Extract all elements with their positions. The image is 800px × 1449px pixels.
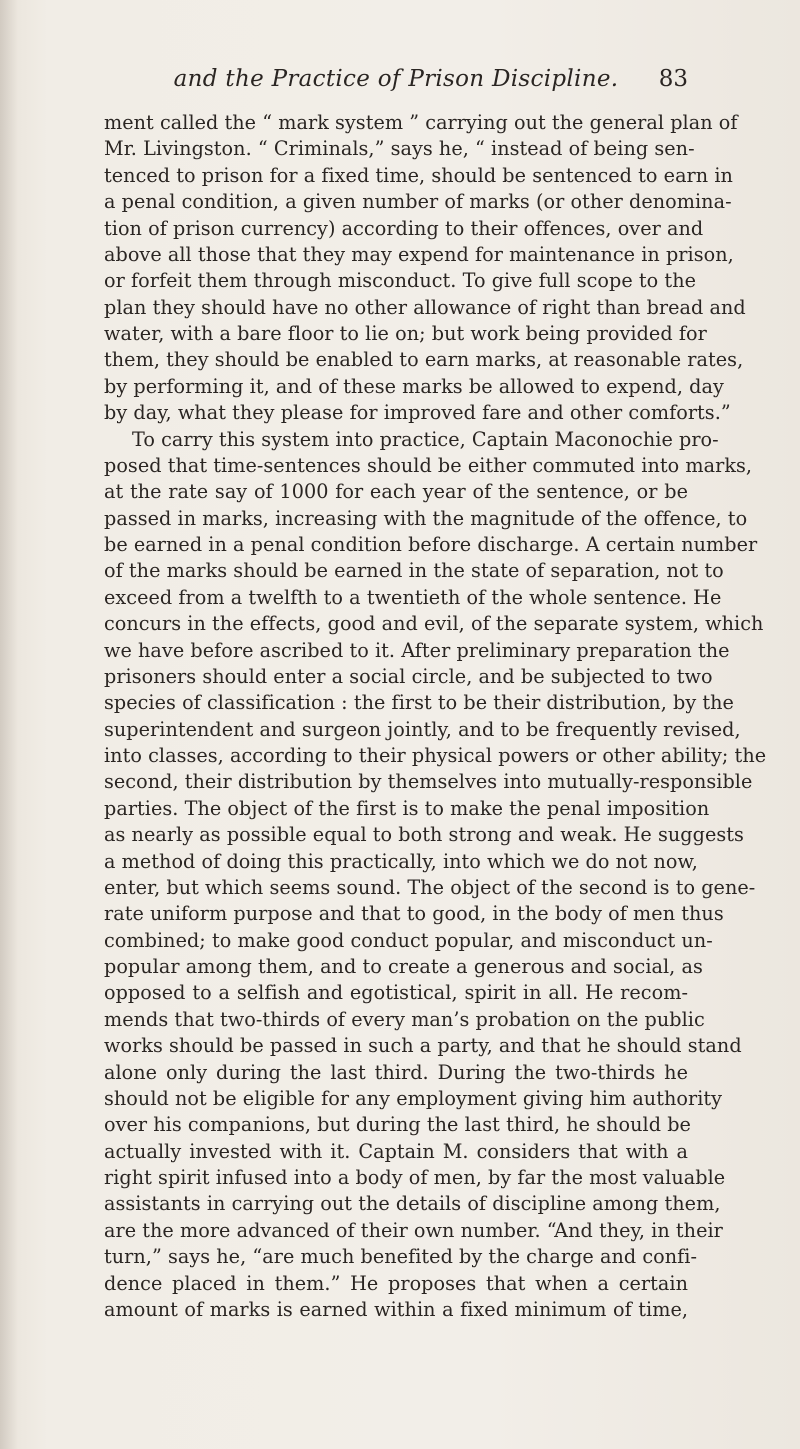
text-line: amount of marks is earned within a fixed minimum of time, bbox=[104, 1297, 688, 1321]
text-line: right spirit infused into a body of men, by far the most valuable bbox=[104, 1166, 726, 1189]
text-line: be earned in a penal condition before discharge. A certain number bbox=[104, 533, 758, 556]
text-line: tion of prison currency) according to their offences, over and bbox=[104, 216, 704, 240]
text-line: plan they should have no other allowance of right than bread and bbox=[104, 295, 746, 319]
text-line: by performing it, and of these marks be allowed to expend, day bbox=[104, 374, 724, 398]
text-line: parties. The object of the first is to make the penal imposition bbox=[104, 796, 710, 820]
text-line: over his companions, but during the last third, he should be bbox=[104, 1113, 691, 1137]
text-line: assistants in carrying out the details of discipline among them, bbox=[104, 1192, 721, 1216]
text-line: we have before ascribed to it. After preliminary preparation the bbox=[104, 638, 730, 662]
text-line: into classes, according to their physical powers or other ability; the bbox=[104, 744, 767, 767]
text-line: are the more advanced of their own number. “And they, in their bbox=[104, 1218, 723, 1242]
text-line: them, they should be enabled to earn marks, at reasonable rates, bbox=[104, 348, 744, 372]
text-line: rate uniform purpose and that to good, in the body of men thus bbox=[104, 902, 724, 926]
text-line: as nearly as possible equal to both strong and weak. He suggests bbox=[104, 823, 744, 847]
text-line: passed in marks, increasing with the magnitude of the offence, to bbox=[104, 506, 748, 530]
text-line: Mr. Livingston. “ Criminals,” says he, “ instead of being sen- bbox=[104, 137, 695, 161]
body-text bbox=[104, 110, 767, 1323]
text-line: water, with a bare floor to lie on; but work being provided for bbox=[104, 322, 707, 345]
running-title: and the Practice of Prison Discipline. bbox=[173, 66, 619, 92]
text-line: superintendent and surgeon jointly, and to be frequently revised, bbox=[104, 717, 741, 741]
text-line: combined; to make good conduct popular, and misconduct un- bbox=[104, 928, 713, 952]
text-line: a method of doing this practically, into which we do not now, bbox=[104, 849, 698, 873]
text-line: ment called the “ mark system ” carrying out the general plan of bbox=[104, 111, 738, 134]
text-line: of the marks should be earned in the state of separation, not to bbox=[104, 559, 724, 583]
text-line: actually invested with it. Captain M. considers that with a bbox=[104, 1139, 688, 1163]
text-line: second, their distribution by themselves into mutually-responsible bbox=[104, 770, 753, 794]
text-line: posed that time-sentences should be either commuted into marks, bbox=[104, 453, 753, 477]
text-line: works should be passed in such a party, and that he should stand bbox=[104, 1034, 742, 1058]
text-line: or forfeit them through misconduct. To give full scope to the bbox=[104, 269, 697, 293]
page-gutter-shadow bbox=[0, 0, 18, 1449]
text-line: dence placed in them.” He proposes that when a certain bbox=[104, 1271, 688, 1295]
text-line: popular among them, and to create a generous and social, as bbox=[104, 955, 703, 978]
text-line: species of classification : the first to be their distribution, by the bbox=[104, 691, 734, 715]
page-header bbox=[104, 66, 688, 98]
text-line: alone only during the last third. During the two-thirds he bbox=[104, 1060, 688, 1084]
text-line: tenced to prison for a fixed time, should be sentenced to earn in bbox=[104, 163, 733, 187]
text-line: a penal condition, a given number of marks (or other denomina- bbox=[104, 190, 732, 214]
text-line: To carry this system into practice, Captain Maconochie pro- bbox=[132, 427, 719, 451]
text-line: at the rate say of 1000 for each year of the sentence, or be bbox=[104, 480, 688, 504]
text-line: by day, what they please for improved fare and other comforts.” bbox=[104, 401, 731, 425]
text-line: concurs in the effects, good and evil, of the separate system, which bbox=[104, 612, 764, 636]
text-line: turn,” says he, “are much benefited by the charge and confi- bbox=[104, 1245, 698, 1269]
text-line: mends that two-thirds of every man’s probation on the public bbox=[104, 1007, 705, 1031]
text-line: should not be eligible for any employment giving him authority bbox=[104, 1086, 723, 1110]
text-line: enter, but which seems sound. The object of the second is to gene- bbox=[104, 875, 756, 899]
text-line: exceed from a twelfth to a twentieth of the whole sentence. He bbox=[104, 585, 722, 609]
text-line: prisoners should enter a social circle, and be subjected to two bbox=[104, 664, 713, 688]
text-line: above all those that they may expend for maintenance in prison, bbox=[104, 242, 734, 266]
page-number: 83 bbox=[658, 66, 688, 92]
text-line: opposed to a selfish and egotistical, spirit in all. He recom- bbox=[104, 981, 688, 1005]
